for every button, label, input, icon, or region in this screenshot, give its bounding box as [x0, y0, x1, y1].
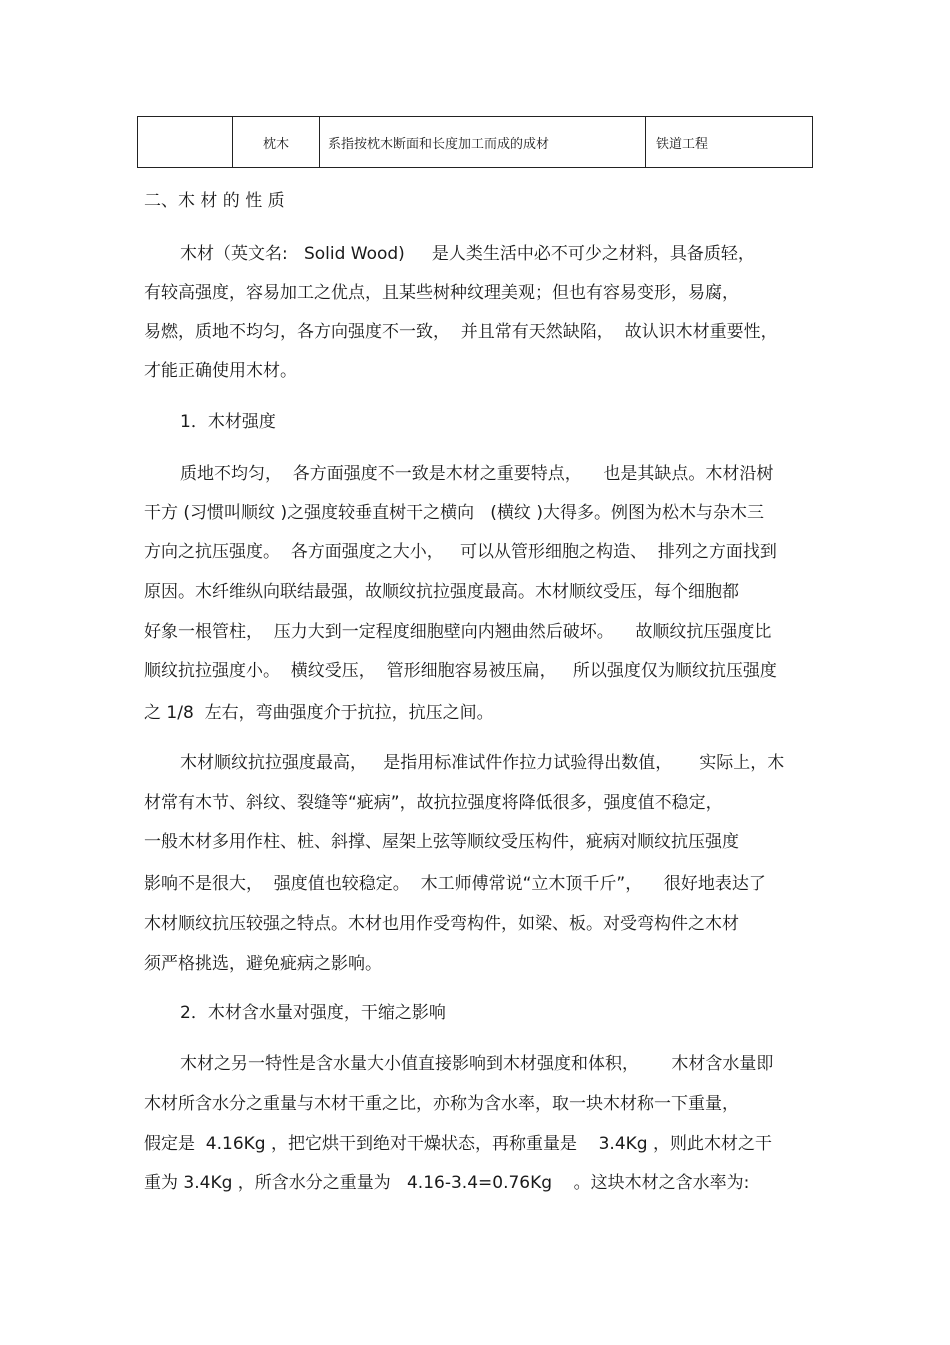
paragraph-line: 重为 3.4Kg ，所含水分之重量为 4.16-3.4=0.76Kg 。这块木材之含水率为: — [144, 1173, 750, 1193]
paragraph-line: 原因。木纤维纵向联结最强，故顺纹抗拉强度最高。木材顺纹受压，每个细胞都 — [144, 582, 739, 602]
paragraph-line: 顺纹抗拉强度小。 横纹受压， 管形细胞容易被压扁， 所以强度仅为顺纹抗压强度 — [144, 661, 777, 681]
table-cell-usage: 铁道工程 — [646, 117, 813, 168]
paragraph-line: 木材之另一特性是含水量大小值直接影响到木材强度和体积， 木材含水量即 — [180, 1054, 774, 1074]
table-cell-empty — [138, 117, 233, 168]
intro-line: 才能正确使用木材。 — [144, 361, 297, 381]
paragraph-line: 材常有木节、斜纹、裂缝等“疵病”，故抗拉强度将降低很多，强度值不稳定， — [144, 793, 723, 813]
intro-line: 易燃，质地不均匀，各方向强度不一致， 并且常有天然缺陷， 故认识木材重要性， — [144, 322, 778, 342]
paragraph-line: 质地不均匀， 各方面强度不一致是木材之重要特点， 也是其缺点。木材沿树 — [180, 464, 774, 484]
table-cell-name: 枕木 — [233, 117, 320, 168]
intro-line: 有较高强度，容易加工之优点，且某些树种纹理美观；但也有容易变形，易腐， — [144, 283, 739, 303]
paragraph-line: 木材顺纹抗压较强之特点。木材也用作受弯构件，如梁、板。对受弯构件之木材 — [144, 914, 739, 934]
section-title: 二、木 材 的 性 质 — [144, 191, 285, 211]
paragraph-line: 假定是 4.16Kg ，把它烘干到绝对干燥状态，再称重量是 3.4Kg ，则此木材之干 — [144, 1134, 772, 1154]
paragraph-line: 方向之抗压强度。 各方面强度之大小， 可以从管形细胞之构造、 排列之方面找到 — [144, 542, 777, 562]
subheading-moisture: 2．木材含水量对强度，干缩之影响 — [180, 1003, 446, 1023]
intro-line: 木材（英文名: Solid Wood) 是人类生活中必不可少之材料，具备质轻， — [180, 244, 755, 264]
table-row — [138, 117, 813, 168]
table-cell-description: 系指按枕木断面和长度加工而成的成材 — [320, 117, 646, 168]
paragraph-line: 木材顺纹抗拉强度最高， 是指用标准试件作拉力试验得出数值， 实际上，木 — [180, 753, 785, 773]
material-table — [137, 116, 813, 168]
paragraph-line: 须严格挑选，避免疵病之影响。 — [144, 954, 382, 974]
paragraph-line: 一般木材多用作柱、桩、斜撑、屋架上弦等顺纹受压构件，疵病对顺纹抗压强度 — [144, 832, 739, 852]
paragraph-line: 好象一根管柱， 压力大到一定程度细胞壁向内翘曲然后破坏。 故顺纹抗压强度比 — [144, 622, 772, 642]
subheading-strength: 1．木材强度 — [180, 412, 276, 432]
paragraph-line: 影响不是很大， 强度值也较稳定。 木工师傅常说“立木顶千斤”， 很好地表达了 — [144, 874, 766, 894]
paragraph-line: 干方 (习惯叫顺纹 )之强度较垂直树干之横向 (横纹 )大得多。例图为松木与杂木三 — [144, 503, 764, 523]
paragraph-line: 之 1/8 左右，弯曲强度介于抗拉，抗压之间。 — [144, 703, 494, 723]
paragraph-line: 木材所含水分之重量与木材干重之比，亦称为含水率，取一块木材称一下重量， — [144, 1094, 739, 1114]
